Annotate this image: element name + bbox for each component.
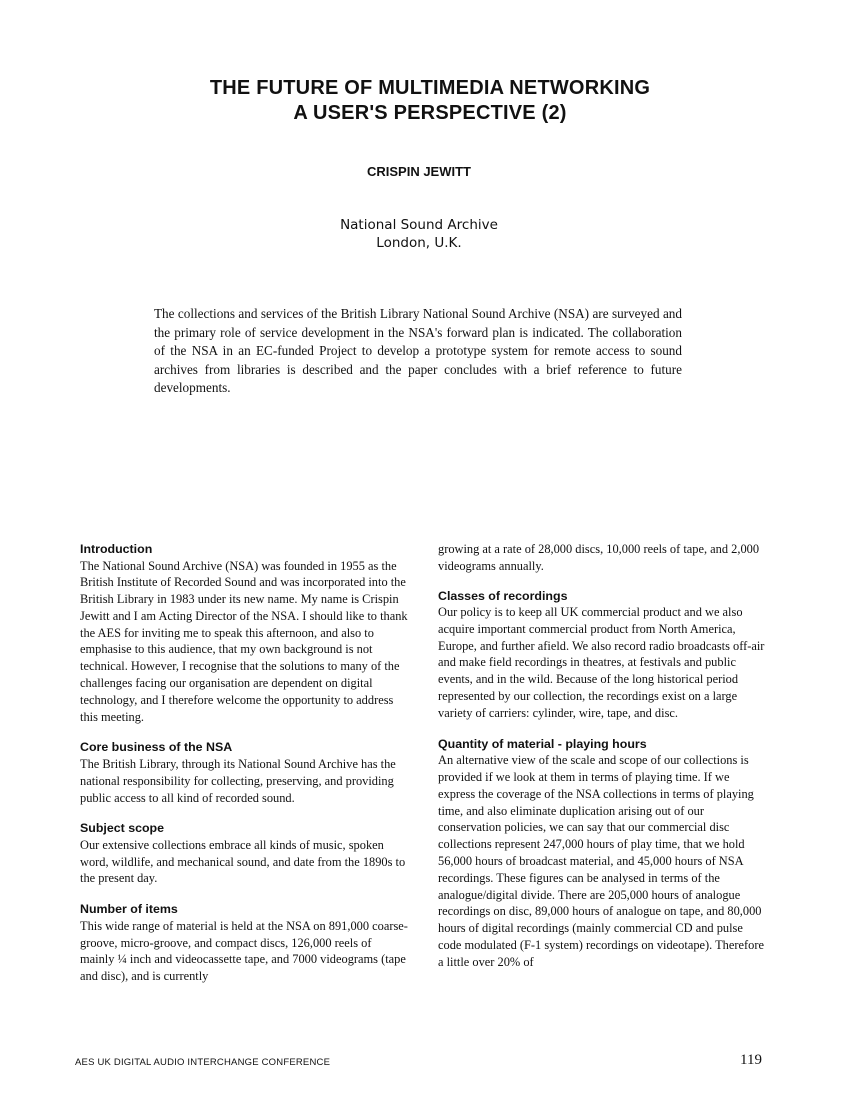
section-text-classes: Our policy is to keep all UK commercial product and we also acquire important commercial product from North America, Europe, and further afield. We also record radio broadcasts off-air and make field recordings in theatres, at festivals and public events, and in the wild. Because of the long historical period represented by our collection, the recordings exist on a large variety of carriers: cylinder, wire, tape, and disc. bbox=[438, 605, 765, 720]
section-text-subject-scope: Our extensive collections embrace all kinds of music, spoken word, wildlife, and mechanical sound, and date from the 1890s to the present day. bbox=[80, 837, 406, 886]
page-number: 119 bbox=[740, 1052, 762, 1068]
right-column bbox=[438, 541, 768, 985]
section-text-quantity: An alternative view of the scale and scope of our collections is provided if we look at them in terms of playing time. If we express the coverage of the NSA collections in terms of playing time, and also eliminate duplication arising out of our conservation policies, we can say that our commercial disc collections represent 247,000 hours of play time, that we hold 56,000 hours of broadcast material, and 45,000 hours of NSA recordings. These figures can be analysed in terms of the analogue/digital divide. There are 205,000 hours of analogue recordings on disc, 89,000 hours of analogue on tape, and 80,000 hours of digital recordings (mainly commercial CD and pulse code modulated (F-1 system) recordings on videotape). Therefore a little over 20% of bbox=[438, 753, 764, 969]
left-column bbox=[80, 541, 408, 999]
paper-title bbox=[0, 76, 860, 126]
section-heading-core-business: Core business of the NSA bbox=[80, 740, 233, 755]
section-heading-quantity: Quantity of material - playing hours bbox=[438, 736, 647, 751]
section-heading-number-of-items: Number of items bbox=[80, 902, 178, 917]
footer-conference: AES UK DIGITAL AUDIO INTERCHANGE CONFERENCE bbox=[75, 1057, 331, 1068]
section-heading-introduction: Introduction bbox=[80, 542, 153, 556]
title-line-1: THE FUTURE OF MULTIMEDIA NETWORKING bbox=[209, 77, 651, 99]
section-text-introduction: The National Sound Archive (NSA) was founded in 1955 as the British Institute of Recorded Sound and was incorporated into the British Library in 1983 under its new name. My name is Crispin Jewitt and I am Acting Director of the NSA. I should like to thank the AES for inviting me to speak this afternoon, and also to emphasise to this audience, that my own background is not technical. However, I recognise that the solutions to many of the challenges facing our organisation are dependent on digital technology, and I therefore welcome the opportunity to address this meeting. bbox=[80, 558, 408, 724]
section-heading-subject-scope: Subject scope bbox=[80, 821, 165, 836]
section-heading-classes: Classes of recordings bbox=[438, 588, 568, 603]
affiliation-line-1: National Sound Archive bbox=[340, 217, 498, 233]
affiliation-line-2: London, U.K. bbox=[376, 235, 462, 251]
abstract: The collections and services of the British Library National Sound Archive (NSA) are surveyed and the primary role of service development in the NSA's forward plan is indicated. The collaboration of the NSA in an EC-funded Project to develop a prototype system for remote access to sound archives from libraries is described and the paper concludes with a brief reference to future developments. bbox=[154, 306, 682, 395]
section-text-core-business: The British Library, through its National Sound Archive has the national responsibility for collecting, preserving, and providing public access to all kind of recorded sound. bbox=[80, 756, 396, 805]
section-text-number-of-items: This wide range of material is held at the NSA on 891,000 coarse-groove, micro-groove, and compact discs, 126,000 reels of mainly ¼ inch and videocassette tape, and 7000 videograms (tape and disc), and is currently bbox=[80, 918, 408, 984]
section-text-number-of-items-continued: growing at a rate of 28,000 discs, 10,000 reels of tape, and 2,000 videograms annually. bbox=[438, 542, 760, 573]
author-name: CRISPIN JEWITT bbox=[366, 164, 471, 179]
title-line-2: A USER'S PERSPECTIVE (2) bbox=[293, 102, 567, 124]
affiliation bbox=[0, 216, 838, 252]
